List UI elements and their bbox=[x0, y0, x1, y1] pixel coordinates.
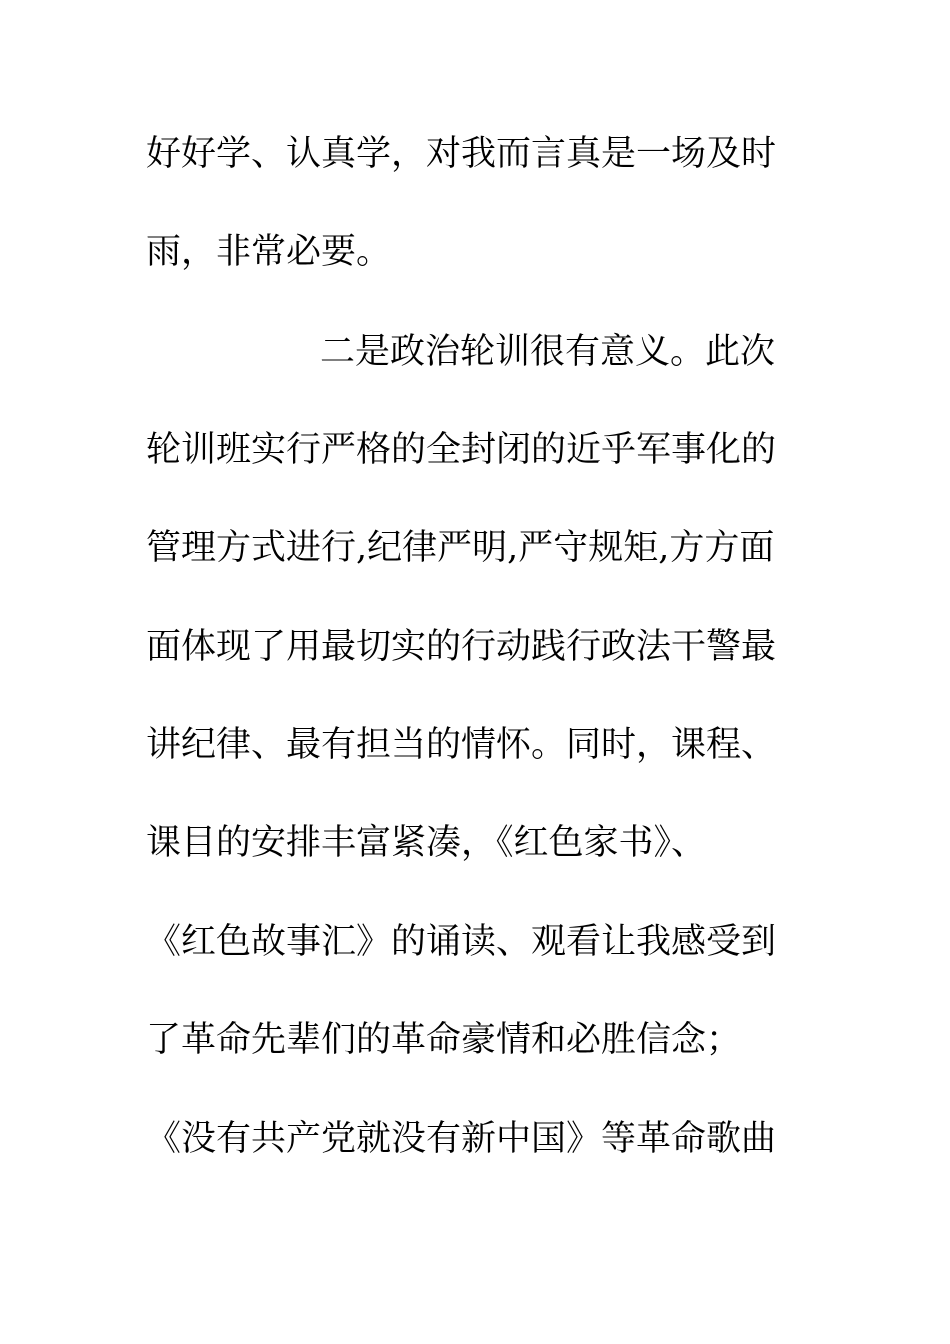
text-line: 好好学、认真学，对我而言真是一场及时 bbox=[146, 134, 777, 174]
text-line: 面体现了用最切实的行动践行政法干警最 bbox=[146, 627, 777, 667]
text-line: 《没有共产党就没有新中国》等革命歌曲 bbox=[146, 1119, 777, 1159]
text-line: 管理方式进行,纪律严明,严守规矩,方方面 bbox=[146, 528, 775, 568]
text-line: 课目的安排丰富紧凑，《红色家书》、 bbox=[146, 823, 707, 863]
text-line: 讲纪律、最有担当的情怀。同时，课程、 bbox=[146, 725, 777, 765]
text-line: 轮训班实行严格的全封闭的近乎军事化的 bbox=[146, 430, 777, 470]
text-line: 雨，非常必要。 bbox=[146, 232, 392, 272]
text-line: 了革命先辈们的革命豪情和必胜信念； bbox=[146, 1020, 742, 1060]
paragraph-start-line: 二是政治轮训很有意义。此次 bbox=[320, 332, 776, 372]
text-line: 《红色故事汇》的诵读、观看让我感受到 bbox=[146, 922, 777, 962]
